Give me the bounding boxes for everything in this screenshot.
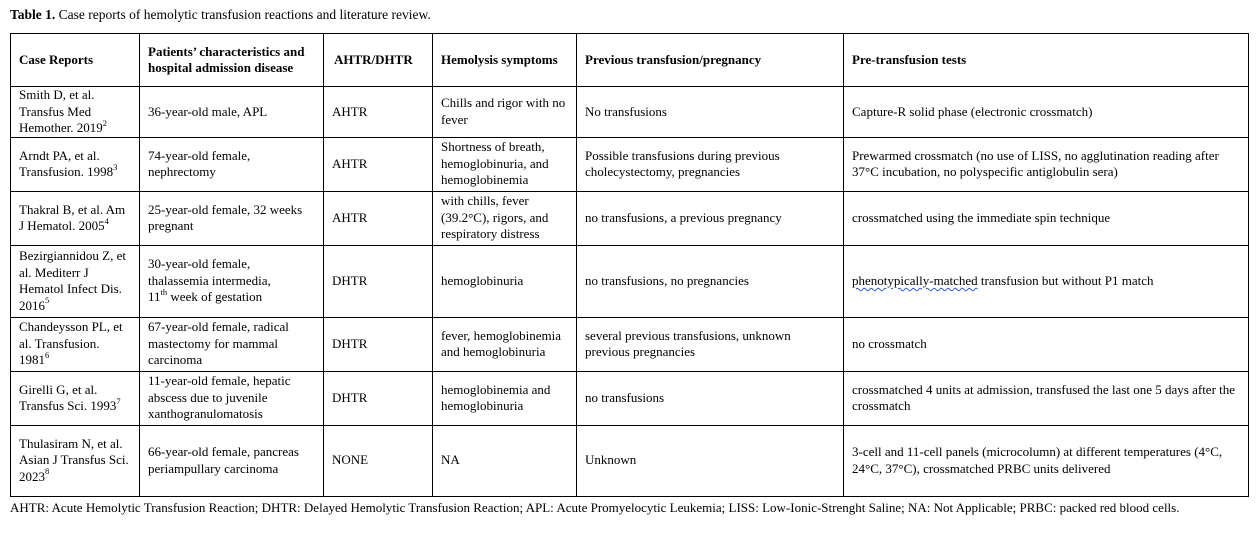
symptoms-cell: hemoglobinemia and hemoglobinuria bbox=[433, 371, 577, 425]
case-report-cell bbox=[11, 87, 140, 138]
symptoms-cell: NA bbox=[433, 425, 577, 496]
symptoms-cell: fever, hemoglobinemia and hemoglobinuria bbox=[433, 317, 577, 371]
previous-transfusion-cell: No transfusions bbox=[577, 87, 844, 138]
pretransfusion-tests-cell: Prewarmed crossmatch (no use of LISS, no agglutination reading after 37°C incubation, no polyspecific antiglobulin sera) bbox=[844, 137, 1249, 191]
patient-cell: 74-year-old female, nephrectomy bbox=[140, 137, 324, 191]
symptoms-cell: Shortness of breath, hemoglobinuria, and hemoglobinemia bbox=[433, 137, 577, 191]
symptoms-cell: Chills and rigor with no fever bbox=[433, 87, 577, 138]
patient-cell: 36-year-old male, APL bbox=[140, 87, 324, 138]
case-report-cell bbox=[11, 371, 140, 425]
previous-transfusion-cell: Unknown bbox=[577, 425, 844, 496]
patient-cell bbox=[140, 245, 324, 317]
spellcheck-marked-word: phenotypically-matched bbox=[852, 272, 978, 288]
case-report-cell bbox=[11, 425, 140, 496]
reaction-type-cell: DHTR bbox=[324, 317, 433, 371]
table-row bbox=[11, 245, 1249, 317]
reference-number: 3 bbox=[113, 161, 118, 172]
table-header-row bbox=[11, 34, 1249, 87]
case-report-citation: Bezirgiannidou Z, et al. Mediterr J Hematol Infect Dis. 2016 bbox=[19, 248, 126, 313]
table-row bbox=[11, 191, 1249, 245]
reference-number: 8 bbox=[45, 466, 50, 477]
previous-transfusion-cell: no transfusions, no pregnancies bbox=[577, 245, 844, 317]
table-row bbox=[11, 87, 1249, 138]
case-reports-table bbox=[10, 33, 1249, 497]
case-report-cell bbox=[11, 191, 140, 245]
patient-ordinal: 11 bbox=[148, 289, 161, 305]
table-row bbox=[11, 137, 1249, 191]
table-caption bbox=[10, 6, 431, 24]
case-report-citation: Thulasiram N, et al. Asian J Transfus Sci. 2023 bbox=[19, 435, 129, 484]
patient-cell: 11-year-old female, hepatic abscess due to juvenile xanthogranulomatosis bbox=[140, 371, 324, 425]
pretransfusion-tests-cell: crossmatched using the immediate spin technique bbox=[844, 191, 1249, 245]
reaction-type-cell: AHTR bbox=[324, 191, 433, 245]
patient-cell: 25-year-old female, 32 weeks pregnant bbox=[140, 191, 324, 245]
column-header-hemolysis-symptoms: Hemolysis symptoms bbox=[433, 34, 577, 87]
reaction-type-cell: AHTR bbox=[324, 137, 433, 191]
previous-transfusion-cell: no transfusions bbox=[577, 371, 844, 425]
pretransfusion-tests-cell: crossmatched 4 units at admission, transfused the last one 5 days after the crossmatch bbox=[844, 371, 1249, 425]
table-caption-text: Case reports of hemolytic transfusion reactions and literature review. bbox=[58, 7, 431, 22]
reference-number: 4 bbox=[104, 215, 109, 226]
column-header-previous-transfusion: Previous transfusion/pregnancy bbox=[577, 34, 844, 87]
reference-number: 2 bbox=[102, 117, 108, 128]
case-report-citation: Chandeysson PL, et al. Transfusion. 1981 bbox=[19, 319, 123, 368]
column-header-reaction-type: AHTR/DHTR bbox=[324, 34, 433, 87]
pretransfusion-tests-cell bbox=[844, 245, 1249, 317]
case-report-cell bbox=[11, 317, 140, 371]
reaction-type-cell: DHTR bbox=[324, 371, 433, 425]
reference-number: 6 bbox=[45, 349, 50, 360]
reaction-type-cell: NONE bbox=[324, 425, 433, 496]
case-report-citation: Girelli G, et al. Transfus Sci. 1993 bbox=[19, 381, 117, 413]
reaction-type-cell: DHTR bbox=[324, 245, 433, 317]
symptoms-cell: hemoglobinuria bbox=[433, 245, 577, 317]
case-report-citation: Smith D, et al. Transfus Med Hemother. 2019 bbox=[19, 87, 103, 135]
patient-line: 30-year-old female, bbox=[148, 256, 251, 272]
reference-number: 7 bbox=[116, 395, 121, 406]
case-report-cell bbox=[11, 137, 140, 191]
case-report-citation: Arndt PA, et al. Transfusion. 1998 bbox=[19, 147, 114, 179]
pretransfusion-tests-cell: 3-cell and 11-cell panels (microcolumn) at different temperatures (4°C, 24°C, 37°C), crossmatched PRBC units delivered bbox=[844, 425, 1249, 496]
reaction-type-cell: AHTR bbox=[324, 87, 433, 138]
table-footnote: AHTR: Acute Hemolytic Transfusion Reaction; DHTR: Delayed Hemolytic Transfusion Reaction; APL: Acute Promyelocytic Leukemia; LISS: Low-Ionic-Strenght Saline; NA: Not Applicable; PRBC: packed red blood cells. bbox=[10, 500, 1180, 515]
previous-transfusion-cell: Possible transfusions during previous cholecystectomy, pregnancies bbox=[577, 137, 844, 191]
ordinal-suffix: th bbox=[160, 286, 168, 297]
column-header-patient-characteristics: Patients’ characteristics and hospital admission disease bbox=[140, 34, 324, 87]
case-report-cell bbox=[11, 245, 140, 317]
symptoms-cell: with chills, fever (39.2°C), rigors, and respiratory distress bbox=[433, 191, 577, 245]
previous-transfusion-cell: no transfusions, a previous pregnancy bbox=[577, 191, 844, 245]
case-report-citation: Thakral B, et al. Am J Hematol. 2005 bbox=[19, 201, 126, 233]
table-row bbox=[11, 371, 1249, 425]
pretransfusion-tests-cell: no crossmatch bbox=[844, 317, 1249, 371]
patient-cell: 66-year-old female, pancreas periampullary carcinoma bbox=[140, 425, 324, 496]
table-row bbox=[11, 425, 1249, 496]
reference-number: 5 bbox=[45, 295, 50, 306]
patient-line: thalassemia intermedia, bbox=[148, 272, 271, 288]
table-caption-label: Table 1. bbox=[10, 7, 56, 22]
table-row bbox=[11, 317, 1249, 371]
column-header-case-reports: Case Reports bbox=[11, 34, 140, 87]
column-header-pretransfusion-tests: Pre-transfusion tests bbox=[844, 34, 1249, 87]
pretransfusion-tests-cell: Capture-R solid phase (electronic crossmatch) bbox=[844, 87, 1249, 138]
previous-transfusion-cell: several previous transfusions, unknown previous pregnancies bbox=[577, 317, 844, 371]
patient-line: week of gestation bbox=[167, 289, 263, 305]
pretransfusion-tests-text: transfusion but without P1 match bbox=[977, 272, 1154, 288]
patient-cell: 67-year-old female, radical mastectomy for mammal carcinoma bbox=[140, 317, 324, 371]
